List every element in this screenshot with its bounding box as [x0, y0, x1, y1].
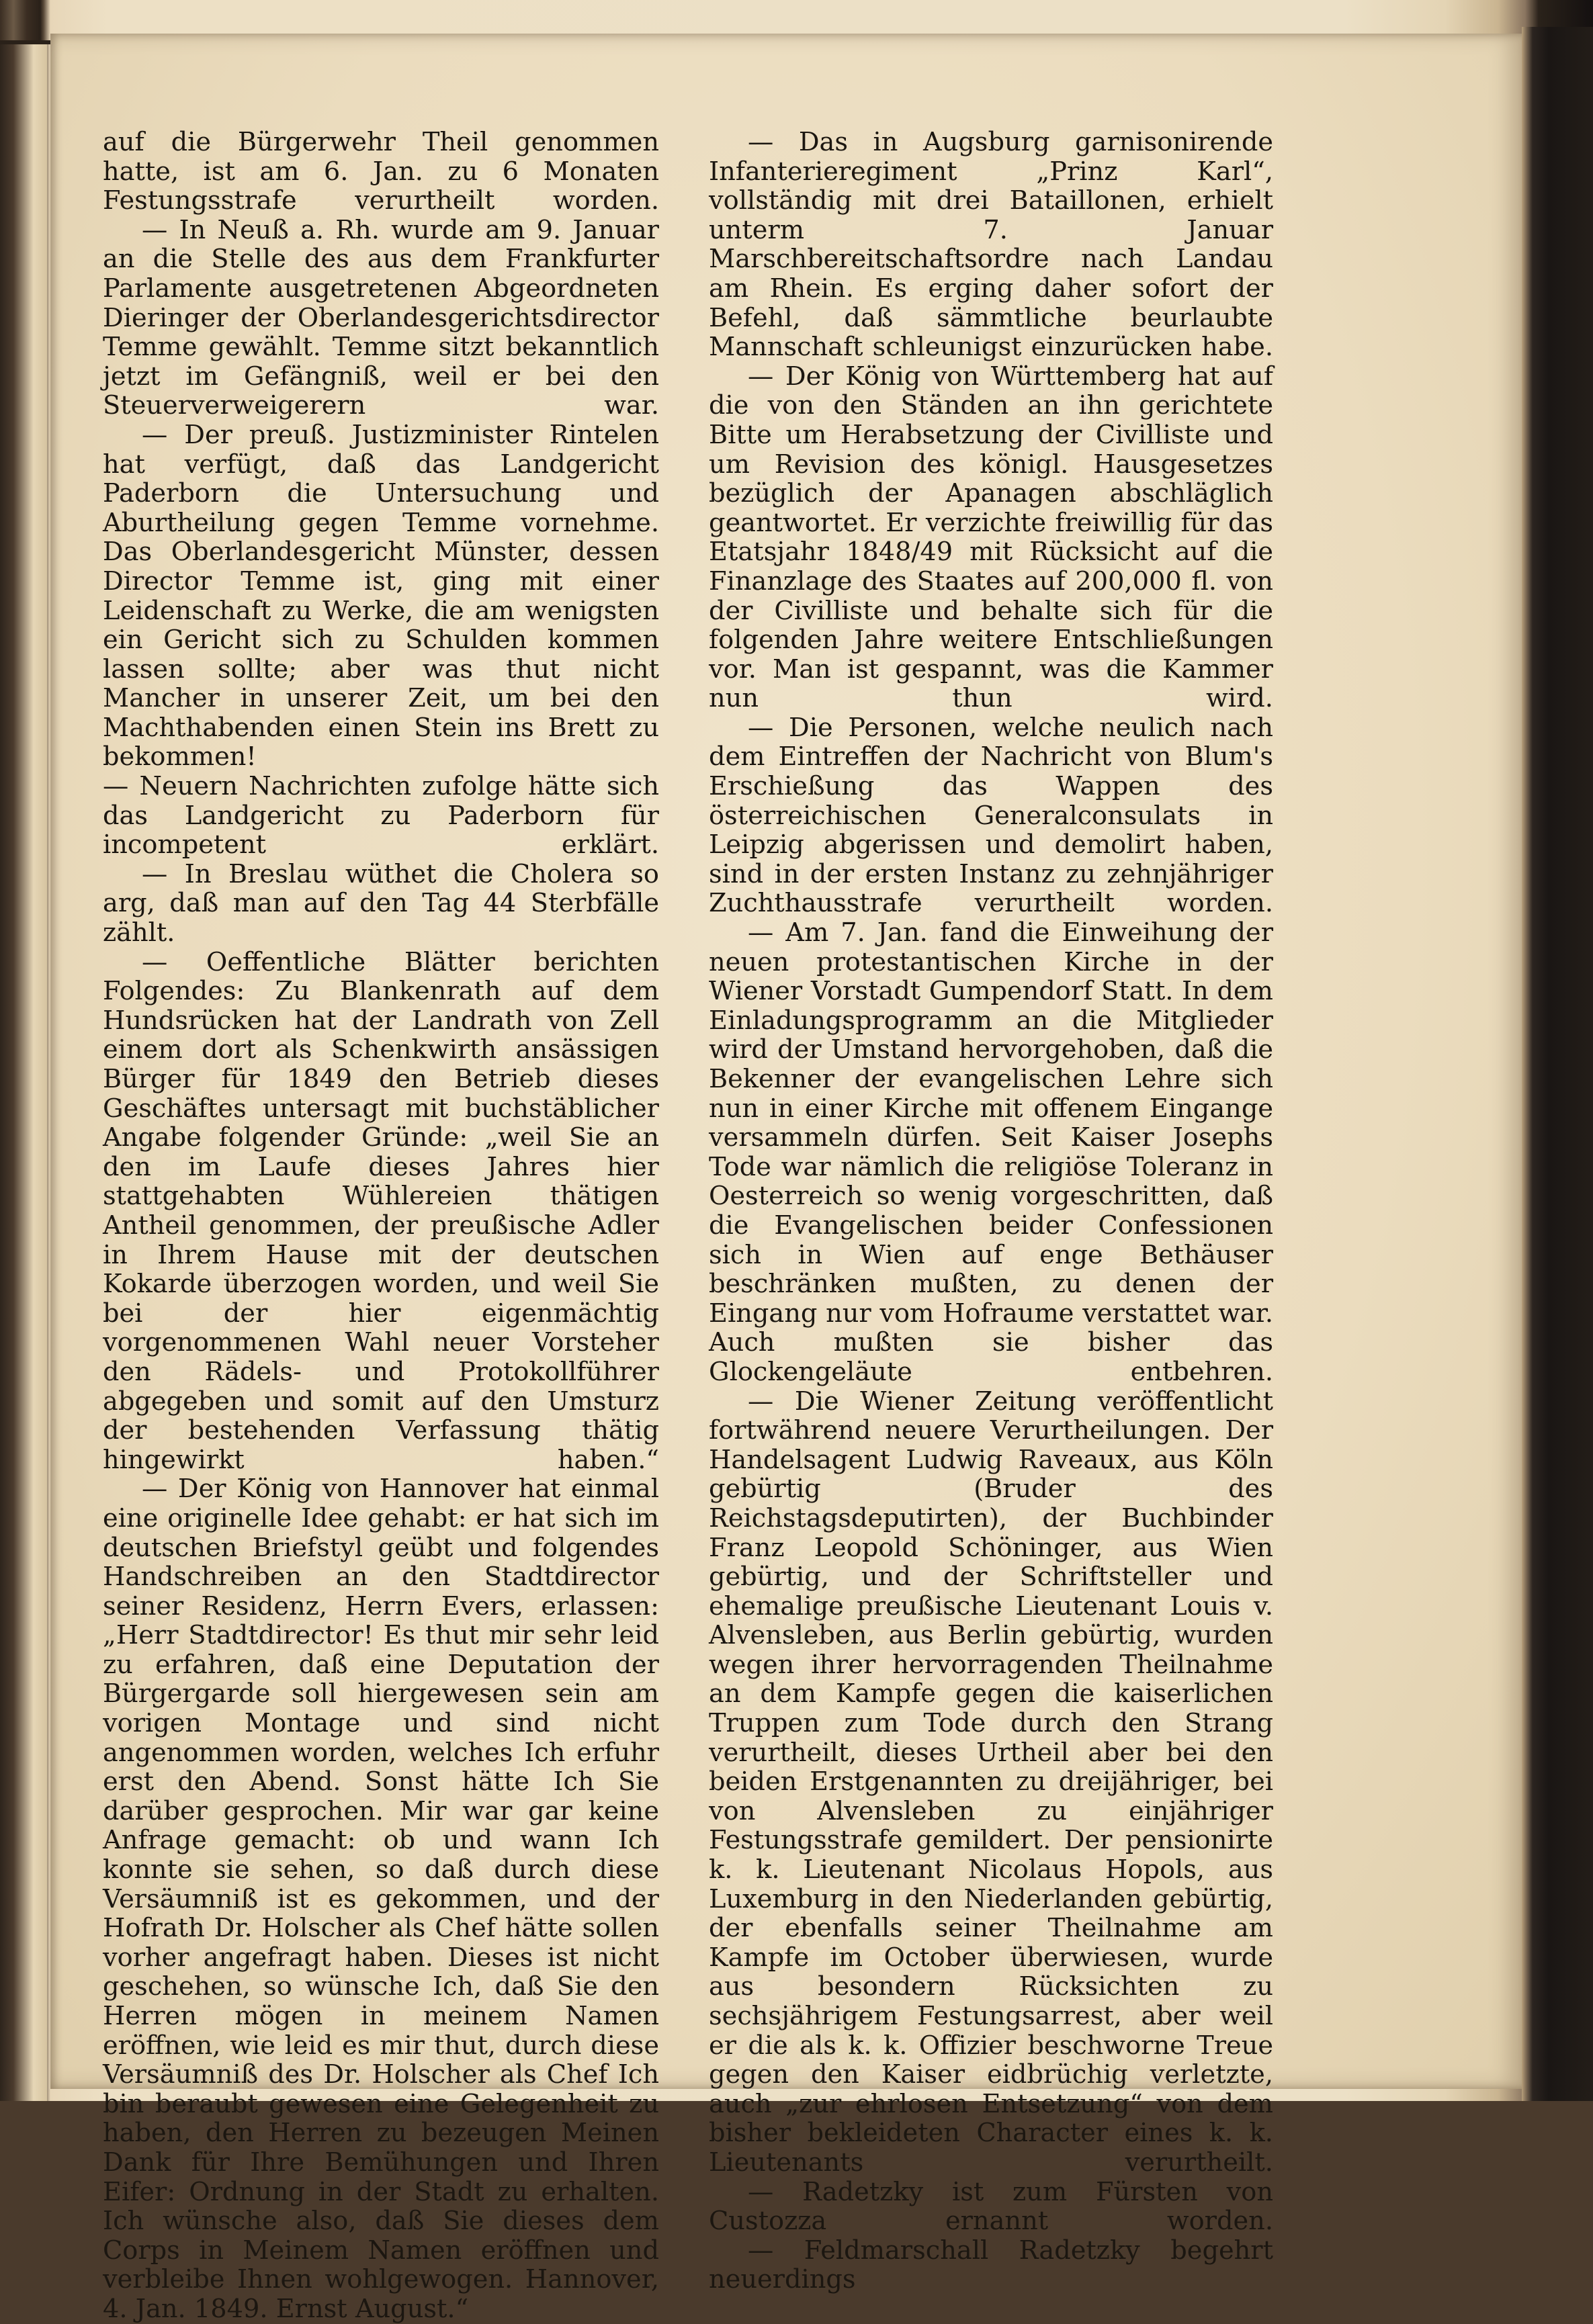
- right-paragraph: — Feldmarschall Radetzky begehrt neuerdings: [709, 2235, 1273, 2295]
- previous-page-edge: [0, 40, 47, 2101]
- right-paragraph: — Das in Augsburg garnisonirende Infanterieregiment „Prinz Karl“, vollständig mit drei Bataillonen, erhielt unterm 7. Januar Marschbereitschaftsordre nach Landau am Rhein. Es erging daher sofort der Befehl, daß sämmtliche beurlaubte Mannschaft schleunigst einzurücken habe.: [709, 127, 1273, 363]
- left-paragraph: — In Breslau wüthet die Cholera so arg, daß man auf den Tag 44 Sterbfälle zählt.: [103, 858, 659, 948]
- right-column: [709, 128, 1273, 2294]
- left-paragraph: — Der preuß. Justizminister Rintelen hat verfügt, daß das Landgericht Paderborn die Untersuchung und Aburtheilung gegen Temme vornehme. Das Oberlandesgericht Münster, dessen Director Temme ist, ging mit einer Leidenschaft zu Werke, die am wenigsten ein Gericht sich zu Schulden kommen lassen sollte; aber was thut nicht Mancher in unserer Zeit, um bei den Machthabenden einen Stein ins Brett zu bekommen!: [103, 419, 659, 772]
- left-paragraph: — Oeffentliche Blätter berichten Folgendes: Zu Blankenrath auf dem Hundsrücken hat der Landrath von Zell einem dort als Schenkwirth ansässigen Bürger für 1849 den Betrieb dieses Geschäftes untersagt mit buchstäblicher Angabe folgender Gründe: „weil Sie an den im Laufe dieses Jahres hier stattgehabten Wühlereien thätigen Antheil genommen, der preußische Adler in Ihrem Hause mit der deutschen Kokarde überzogen worden, und weil Sie bei der hier eigenmächtig vorgenommenen Wahl neuer Vorsteher den Rädels- und Protokollführer abgegeben und somit auf den Umsturz der bestehenden Verfassung thätig hingewirkt haben.“: [103, 946, 659, 1475]
- right-paragraph: — Die Wiener Zeitung veröffentlicht fortwährend neuere Verurtheilungen. Der Handelsagent Ludwig Raveaux, aus Köln gebürtig (Bruder des Reichstagsdeputirten), der Buchbinder Franz Leopold Schöninger, aus Wien gebürtig, und der Schriftsteller und ehemalige preußische Lieutenant Louis v. Alvensleben, aus Berlin gebürtig, wurden wegen ihrer hervorragenden Theilnahme an dem Kampfe gegen die kaiserlichen Truppen zum Tode durch den Strang verurtheilt, dieses Urtheil aber bei den beiden Erstgenannten zu dreijähriger, bei von Alvensleben zu einjähriger Festungsstrafe gemildert. Der pensionirte k. k. Lieutenant Nicolaus Hopols, aus Luxemburg in den Niederlanden gebürtig, der ebenfalls seiner Theilnahme am Kampfe im October überwiesen, wurde aus besondern Rücksichten zu sechsjährigem Festungsarrest, aber weil er die als k. k. Offizier beschworne Treue gegen den Kaiser eidbrüchig verletzte, auch „zur ehrlosen Entsetzung“ von dem bisher bekleideten Character eines k. k. Lieutenants verurtheilt.: [709, 1386, 1273, 2178]
- left-column: [103, 128, 659, 2324]
- book-cover-edge: [1522, 27, 1593, 2101]
- left-paragraph: — In Neuß a. Rh. wurde am 9. Januar an die Stelle des aus dem Frankfurter Parlamente ausgetretenen Abgeordneten Dieringer der Oberlandesgerichtsdirector Temme gewählt. Temme sitzt bekanntlich jetzt im Gefängniß, weil er bei den Steuerverweigerern war.: [103, 214, 659, 421]
- right-paragraph: — Der König von Württemberg hat auf die von den Ständen an ihn gerichtete Bitte um Herabsetzung der Civilliste und um Revision des königl. Hausgesetzes bezüglich der Apanagen abschläglich geantwortet. Er verzichte freiwillig für das Etatsjahr 1848/49 mit Rücksicht auf die Finanzlage des Staates auf 200,000 fl. von der Civilliste und behalte sich für die folgenden Jahre weitere Entschließungen vor. Man ist gespannt, was die Kammer nun thun wird.: [709, 361, 1273, 714]
- left-paragraph: — Neuern Nachrichten zufolge hätte sich das Landgericht zu Paderborn für incompetent erklärt.: [103, 771, 659, 860]
- left-paragraph: auf die Bürgerwehr Theil genommen hatte, ist am 6. Jan. zu 6 Monaten Festungsstrafe verurtheilt worden.: [103, 127, 659, 216]
- right-paragraph: — Radetzky ist zum Fürsten von Custozza ernannt worden.: [709, 2176, 1273, 2237]
- right-paragraph: — Die Personen, welche neulich nach dem Eintreffen der Nachricht von Blum's Erschießung das Wappen des österreichischen Generalconsulats in Leipzig abgerissen und demolirt haben, sind in der ersten Instanz zu zehnjähriger Zuchthausstrafe verurtheilt worden.: [709, 712, 1273, 919]
- left-paragraph: — Der König von Hannover hat einmal eine originelle Idee gehabt: er hat sich im deutschen Briefstyl geübt und folgendes Handschreiben an den Stadtdirector seiner Residenz, Herrn Evers, erlassen: „Herr Stadtdirector! Es thut mir sehr leid zu erfahren, daß eine Deputation der Bürgergarde soll hiergewesen sein am vorigen Montage und sind nicht angenommen worden, welches Ich erfuhr erst den Abend. Sonst hätte Ich Sie darüber gesprochen. Mir war gar keine Anfrage gemacht: ob und wann Ich konnte sie sehen, so daß durch diese Versäumniß ist es gekommen, und der Hofrath Dr. Holscher als Chef hätte sollen vorher angefragt haben. Dieses ist nicht geschehen, so wünsche Ich, daß Sie den Herren mögen in meinem Namen eröffnen, wie leid es mir thut, durch diese Versäumniß des Dr. Holscher als Chef Ich bin beraubt gewesen eine Gelegenheit zu haben, den Herren zu bezeugen Meinen Dank für Ihre Bemühungen und Ihren Eifer: Ordnung in der Stadt zu erhalten. Ich wünsche also, daß Sie dieses dem Corps in Meinem Namen eröffnen und verbleibe Ihnen wohlgewogen. Hannover, 4. Jan. 1849. Ernst August.“: [103, 1474, 659, 2324]
- right-paragraph: — Am 7. Jan. fand die Einweihung der neuen protestantischen Kirche in der Wiener Vorstadt Gumpendorf Statt. In dem Einladungsprogramm an die Mitglieder wird der Umstand hervorgehoben, daß die Bekenner der evangelischen Lehre sich nun in einer Kirche mit offenem Eingange versammeln dürfen. Seit Kaiser Josephs Tode war nämlich die religiöse Toleranz in Oesterreich so wenig vorgeschritten, daß die Evangelischen beider Confessionen sich in Wien auf enge Bethäuser beschränken mußten, zu denen der Eingang nur vom Hofraume verstattet war. Auch mußten sie bisher das Glockengeläute entbehren.: [709, 918, 1273, 1387]
